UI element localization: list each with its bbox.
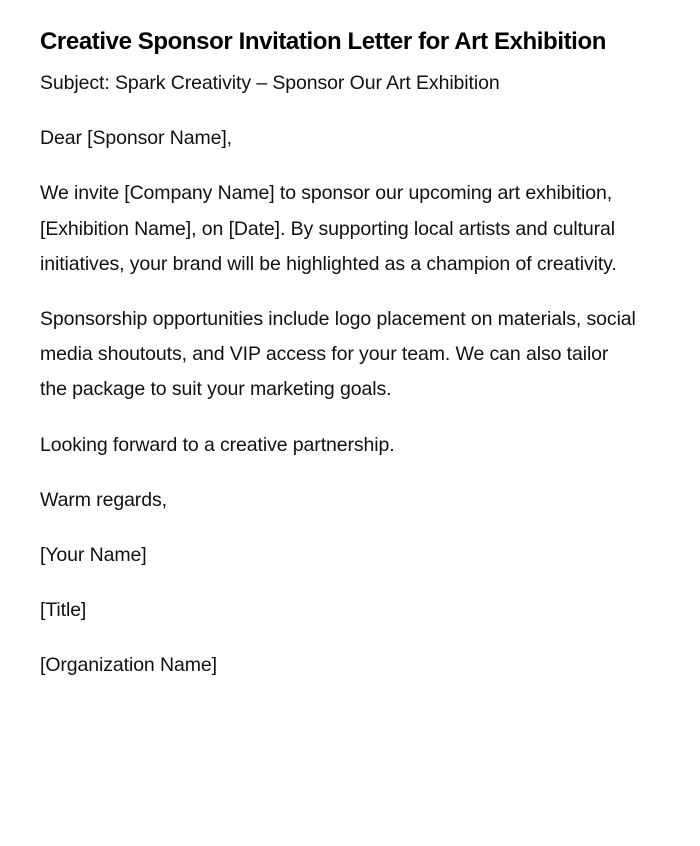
salutation: Dear [Sponsor Name], bbox=[40, 127, 233, 150]
body-paragraph-opportunities: Sponsorship opportunities include logo placement on materials, social media shoutouts, and VIP access for your team. We can also tailor the package to suit your marketing goals. bbox=[40, 308, 636, 401]
body-paragraph-closing-remark: Looking forward to a creative partnership. bbox=[40, 433, 395, 456]
signature-title: [Title] bbox=[40, 599, 87, 622]
closing: Warm regards, bbox=[40, 488, 167, 511]
body-paragraph-invitation: We invite [Company Name] to sponsor our upcoming art exhibition, [Exhibition Name], on [Date]. By supporting local artists and cultural initiatives, your brand will be highlighted as a champion of creativity. bbox=[40, 182, 617, 275]
subject-line: Subject: Spark Creativity – Sponsor Our Art Exhibition bbox=[40, 72, 500, 94]
signature-name: [Your Name] bbox=[40, 544, 147, 567]
document-title: Creative Sponsor Invitation Letter for Art Exhibition bbox=[40, 28, 606, 55]
signature-organization: [Organization Name] bbox=[40, 654, 217, 677]
